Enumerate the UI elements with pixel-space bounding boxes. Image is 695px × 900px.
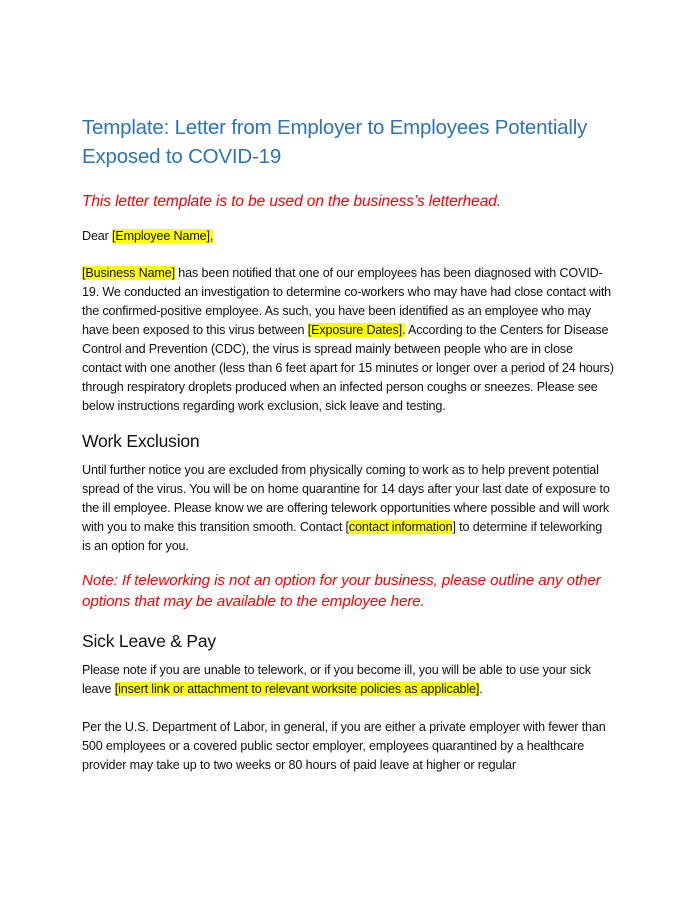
work-exclusion-paragraph	[82, 461, 614, 556]
letterhead-instruction: This letter template is to be used on the business’s letterhead.	[82, 193, 501, 210]
document-title: Template: Letter from Employer to Employees Potentially Exposed to COVID-19	[82, 116, 588, 168]
contact-information-placeholder: contact information	[348, 520, 453, 534]
letter-content	[82, 113, 614, 775]
sick-leave-text-1: Please note if you are unable to telework, or if you become ill, you will be able to use your sick leave	[82, 663, 591, 696]
intro-text-2: According to the Centers for Disease Control and Prevention (CDC), the virus is spread mainly between people who are in close contact with one another (less than 6 feet apart for 15 minutes or longer over a period of 24 hours) through respiratory droplets produced when an infected person coughs or sneezes. Please see below instructions regarding work exclusion, sick leave and testing.	[82, 323, 614, 413]
policy-link-placeholder: [insert link or attachment to relevant worksite policies as applicable]	[114, 682, 480, 696]
intro-paragraph	[82, 264, 614, 416]
salutation	[82, 227, 614, 246]
intro-text-1: has been notified that one of our employees has been diagnosed with COVID-19. We conducted an investigation to determine co-workers who may have had close contact with the confirmed-positive employee. As such, you have been identified as an employee who may have been exposed to this virus between	[82, 266, 612, 337]
sick-leave-paragraph	[82, 661, 614, 699]
dol-paragraph: Per the U.S. Department of Labor, in general, if you are either a private employer with fewer than 500 employees or a covered public sector employer, employees quarantined by a healthcare provider may take up to two weeks or 80 hours of paid leave at higher or regular	[82, 720, 606, 772]
telework-note: Note: If teleworking is not an option for your business, please outline any other options that may be available to the employee here.	[82, 572, 601, 610]
employee-name-placeholder: [Employee Name],	[112, 229, 214, 243]
sick-leave-heading: Sick Leave & Pay	[82, 631, 216, 651]
exposure-dates-placeholder: [Exposure Dates].	[307, 323, 406, 337]
sick-leave-text-2: .	[479, 682, 483, 696]
work-exclusion-text-2: ] to determine if teleworking is an option for you.	[82, 520, 603, 553]
work-exclusion-text-1: Until further notice you are excluded from physically coming to work as to help prevent potential spread of the virus. You will be on home quarantine for 14 days after your last date of exposure to the ill employee. Please know we are offering telework opportunities where possible and will work with you to make this transition smooth. Contact [	[82, 463, 610, 534]
salutation-prefix: Dear	[82, 229, 113, 243]
business-name-placeholder: [Business Name]	[82, 266, 175, 280]
work-exclusion-heading: Work Exclusion	[82, 431, 200, 451]
